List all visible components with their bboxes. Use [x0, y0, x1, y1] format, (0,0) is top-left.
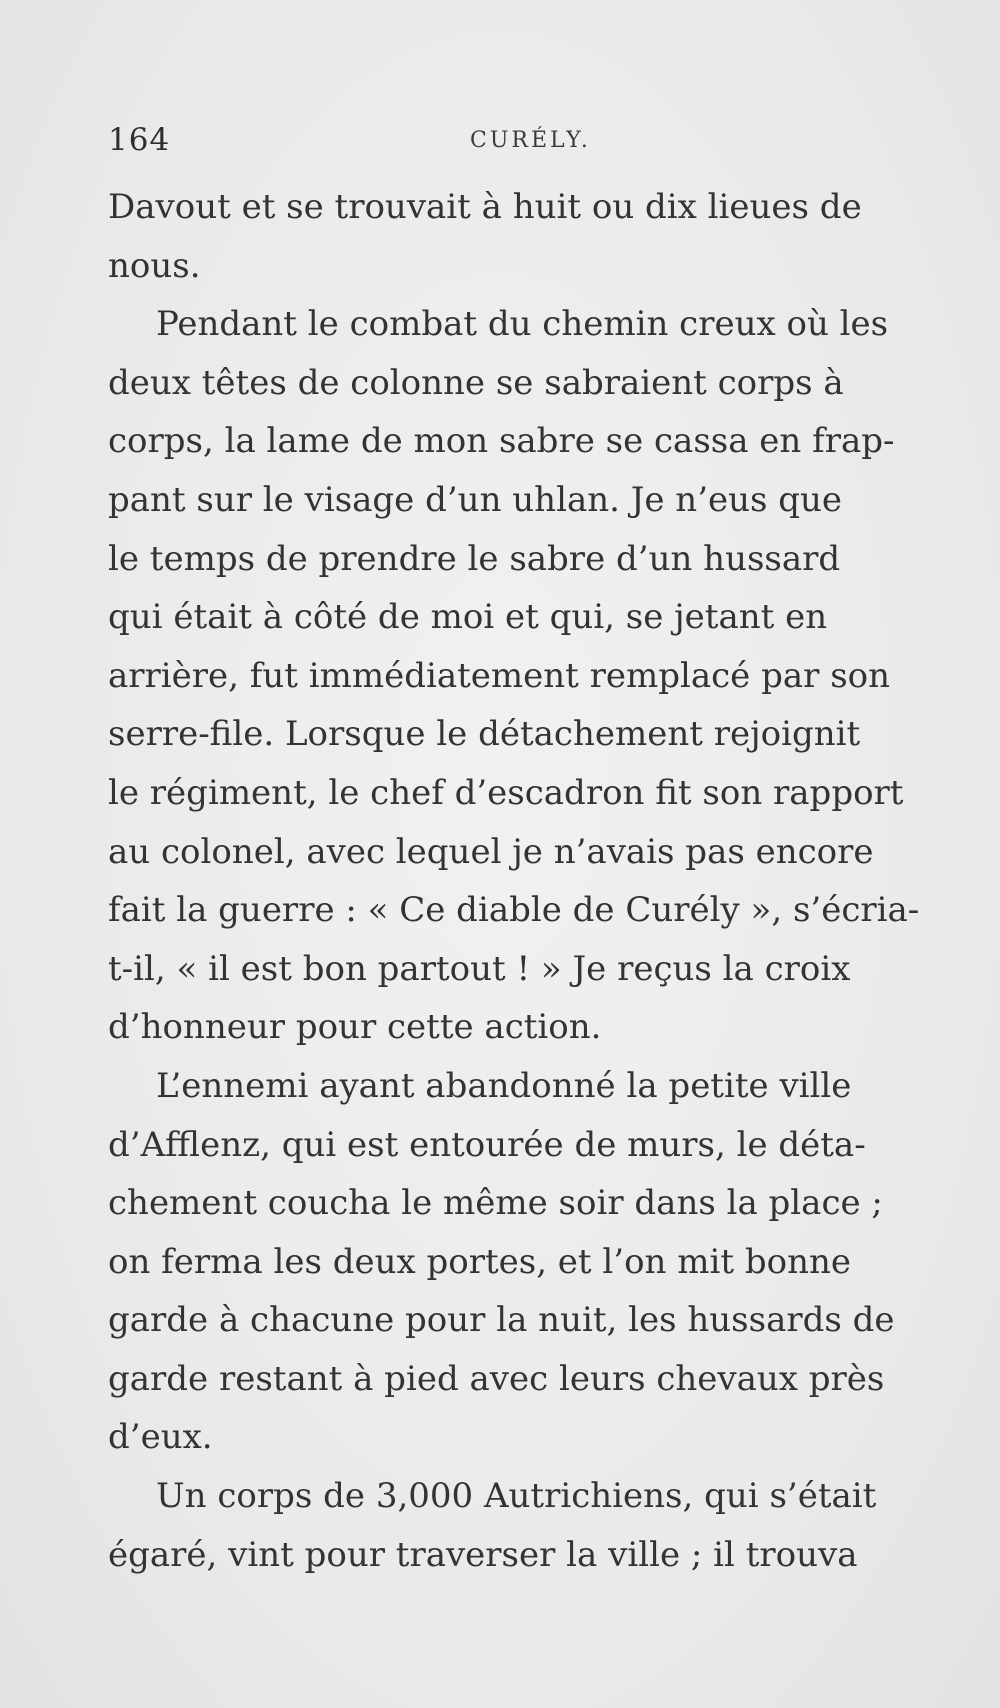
running-title: CURÉLY.: [470, 128, 591, 153]
text-line: deux têtes de colonne se sabraient corps à: [108, 362, 844, 403]
text-line: garde restant à pied avec leurs chevaux près: [108, 1358, 885, 1399]
text-line: qui était à côté de moi et qui, se jetant en: [108, 597, 828, 638]
text-line: on ferma les deux portes, et l’on mit bonne: [108, 1241, 851, 1282]
paragraph-start-line: L’ennemi ayant abandonné la petite ville: [156, 1065, 852, 1106]
text-line: le temps de prendre le sabre d’un hussard: [108, 538, 841, 579]
text-line: d’honneur pour cette action.: [108, 1007, 602, 1048]
text-line: fait la guerre : « Ce diable de Curély », s’écria-: [108, 890, 920, 931]
text-line: serre-file. Lorsque le détachement rejoignit: [108, 714, 861, 755]
body-text: [108, 178, 930, 1584]
text-line: Davout et se trouvait à huit ou dix lieues de: [108, 187, 862, 227]
text-line: arrière, fut immédiatement remplacé par son: [108, 655, 891, 696]
text-line: égaré, vint pour traverser la ville ; il trouva: [108, 1534, 858, 1575]
paragraph-start-line: Pendant le combat du chemin creux où les: [156, 304, 889, 345]
running-head: [108, 122, 932, 162]
text-line: t-il, « il est bon partout ! » Je reçus la croix: [108, 948, 851, 989]
text-line: le régiment, le chef d’escadron fit son rapport: [108, 772, 904, 813]
text-line: corps, la lame de mon sabre se cassa en frap-: [108, 421, 895, 462]
text-line: nous.: [108, 245, 201, 286]
text-line: d’eux.: [108, 1417, 213, 1458]
text-line: pant sur le visage d’un uhlan. Je n’eus que: [108, 479, 843, 520]
text-line: d’Afflenz, qui est entourée de murs, le déta-: [108, 1124, 866, 1165]
text-line: au colonel, avec lequel je n’avais pas encore: [108, 831, 874, 872]
text-line: garde à chacune pour la nuit, les hussards de: [108, 1300, 895, 1341]
paragraph-start-line: Un corps de 3,000 Autrichiens, qui s’était: [156, 1476, 877, 1517]
text-line: chement coucha le même soir dans la place ;: [108, 1183, 883, 1224]
page-number: 164: [108, 122, 171, 158]
